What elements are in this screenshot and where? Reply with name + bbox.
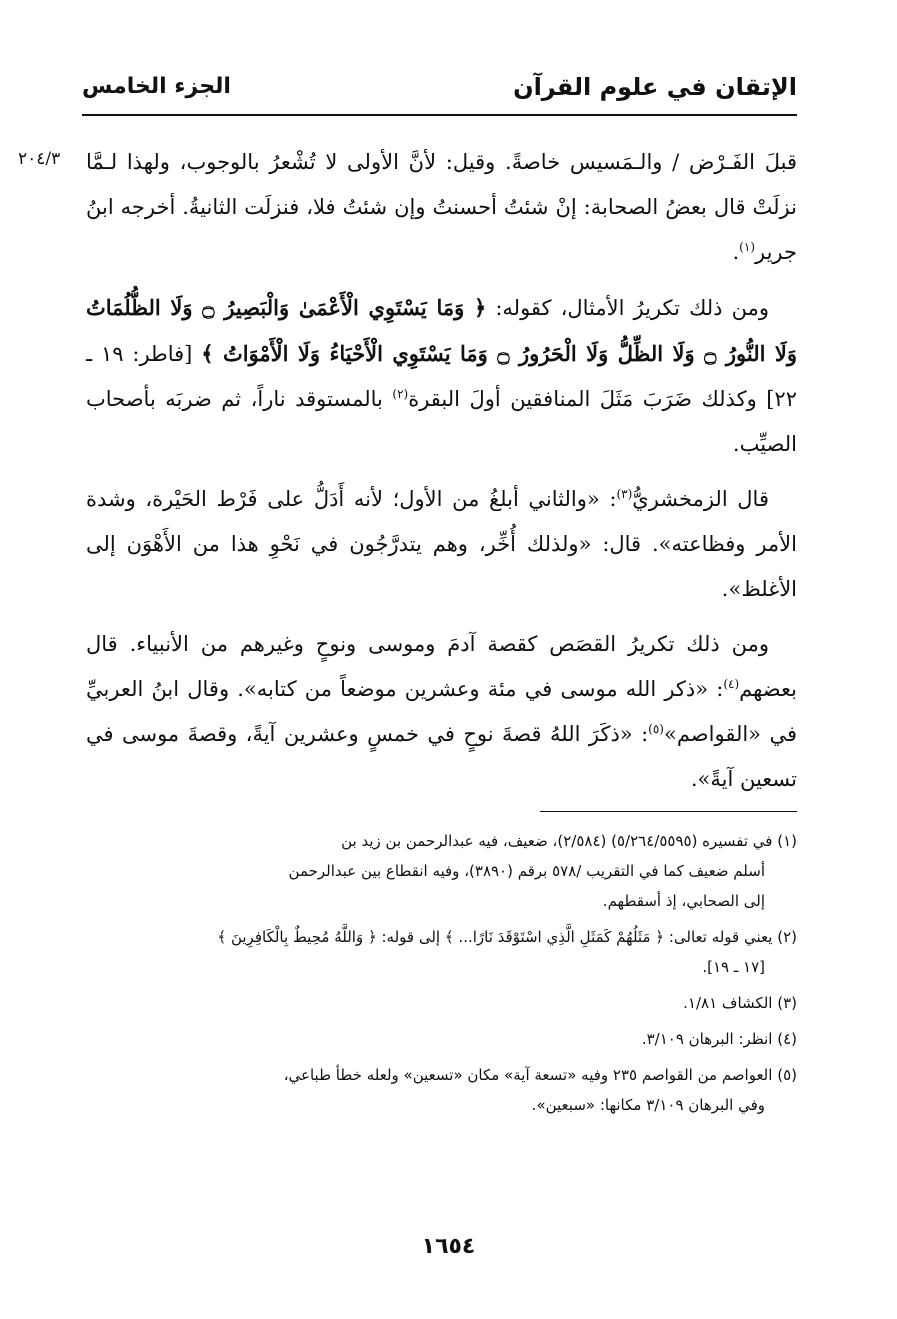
footnote-3-line-1: [88, 988, 797, 1018]
paragraph-4-line-2: قال بعضهم: [86, 632, 797, 701]
footnote-1: [88, 826, 797, 916]
page-number: ١٦٥٤: [421, 1234, 476, 1259]
paragraph-4: [86, 622, 797, 802]
footnote-5-text: العواصم من القواصم ٢٣٥ وفيه «تسعة آية» مكان «تسعين» ولعله خطأ طباعي،: [283, 1066, 773, 1084]
footnote-4-number: (٤): [777, 1030, 797, 1048]
footnote-4-line-1: [88, 1024, 797, 1054]
paragraph-4-line-4: : «ذكَرَ اللهُ قصةَ نوحٍ في خمسٍ وعشرين آيةً، وقصةَ موسى في تسعين آيةً».: [86, 722, 797, 791]
paragraph-2-intro: ومن ذلك تكريرُ الأمثال، كقوله:: [495, 296, 769, 320]
paragraph-1-line-3: فنزلَت الثانيةُ. أخرجه ابنُ جرير: [86, 195, 797, 264]
paragraph-2-continuation-2: بالمستوقد ناراً، ثم ضربَه بأصحاب الصيِّب.: [86, 387, 797, 456]
paragraph-2: [86, 285, 797, 467]
footnote-marker-4: (٤): [723, 677, 740, 691]
footnote-marker-1: (١): [739, 240, 755, 254]
footnote-divider: [540, 811, 797, 812]
footnote-1-line-3: إلى الصحابي، إذ أسقطهم.: [602, 892, 765, 910]
footnote-3-text: الكشاف ١/٨١.: [683, 994, 773, 1012]
header-divider: [82, 114, 797, 116]
footnote-4-text: انظر: البرهان ٣/١٠٩.: [641, 1030, 773, 1048]
main-text: [86, 140, 797, 802]
footnote-2-text: يعني قوله تعالى: ﴿ مَثَلُهُمْ كَمَثَلِ الَّذِي اسْتَوْقَدَ نَارًا... ﴾ إلى قوله: ﴿ وَاللَّهُ مُحِيطٌ بِالْكَافِرِينَ ﴾: [217, 928, 773, 946]
paragraph-1: [86, 140, 797, 275]
paragraph-1-end: .: [732, 240, 740, 264]
paragraph-1-line-2: ولهذا لـمَّا نزلَتْ قال بعضُ الصحابة: إنْ شئتُ أحسنتُ وإن شئتُ فلا،: [86, 150, 797, 219]
running-header: [82, 70, 797, 110]
footnote-3-number: (٣): [777, 994, 797, 1012]
footnote-2-line-2: [١٧ ـ ١٩].: [702, 958, 765, 976]
footnote-4: [88, 1024, 797, 1054]
book-title: الإتقان في علوم القرآن: [513, 73, 797, 101]
footnote-1-number: (١): [777, 832, 797, 850]
footnote-1-line-1: [88, 826, 797, 856]
paragraph-4-line-3: : «ذكر الله موسى في مئة وعشرين موضعاً من كتابه». وقال ابنُ العربيِّ في «القواصم»: [86, 677, 797, 746]
paragraph-4-line-1: ومن ذلك تكريرُ القصَص كقصة آدمَ وموسى ونوحٍ وغيرهم من الأنبياء.: [129, 632, 769, 656]
paragraph-1-line-1: قبلَ الفَـرْض / والـمَسيس خاصةً. وقيل: لأنَّ الأولى لا تُشْعرُ بالوجوب،: [179, 150, 797, 174]
margin-reference: ٢٠٤/٣: [18, 149, 61, 169]
part-title: الجزء الخامس: [82, 74, 231, 99]
footnotes: [88, 826, 797, 1126]
quran-verse: ﴿ وَمَا يَسْتَوِي الْأَعْمَىٰ وَالْبَصِيرُ ۝ وَلَا الظُّلُمَاتُ وَلَا النُّورُ ۝ وَلَا الظِّلُّ وَلَا الْحَرُورُ ۝ وَمَا يَسْتَوِي الْأَحْيَاءُ وَلَا الْأَمْوَاتُ ﴾: [86, 295, 798, 366]
paragraph-3: [86, 477, 797, 612]
footnote-1-line-2: أسلم ضعيف كما في التقريب /٥٧٨ برقم (٣٨٩٠)، وفيه انقطاع بين عبدالرحمن: [288, 862, 765, 880]
footnote-5-line-1: [88, 1060, 797, 1090]
footnote-marker-5: (٥): [648, 722, 664, 736]
footnote-marker-2: (٢): [392, 387, 409, 401]
footnote-5-number: (٥): [777, 1066, 797, 1084]
footnote-marker-3: (٣): [616, 487, 633, 501]
footnote-2-number: (٢): [777, 928, 797, 946]
footnote-2: [88, 922, 797, 982]
footnote-5: [88, 1060, 797, 1120]
footnote-2-line-1: [88, 922, 797, 952]
footnote-1-text: في تفسيره (٥/٢٦٤/٥٥٩٥) (٢/٥٨٤)، ضعيف، فيه عبدالرحمن بن زيد بن: [341, 832, 773, 850]
verse-reference: [فاطر: ١٩ ـ ٢٢]: [86, 342, 797, 411]
footnote-3: [88, 988, 797, 1018]
paragraph-3-intro: قال الزمخشريُّ: [632, 487, 769, 511]
paragraph-2-continuation: وكذلك ضَرَبَ مَثَلَ المنافقين أولَ البقرة: [408, 387, 757, 411]
paragraph-3-text: : «والثاني أبلغُ من الأول؛ لأنه أَدَلُّ على فَرْط الحَيْرة، وشدة الأمر وفظاعته». قال: «ولذلك أُخِّر، وهم يتدرَّجُون في نَحْوِ هذا من الأَهْوَن إلى الأغلظ».: [86, 487, 797, 601]
footnote-5-line-2: وفي البرهان ٣/١٠٩ مكانها: «سبعين».: [531, 1096, 765, 1114]
